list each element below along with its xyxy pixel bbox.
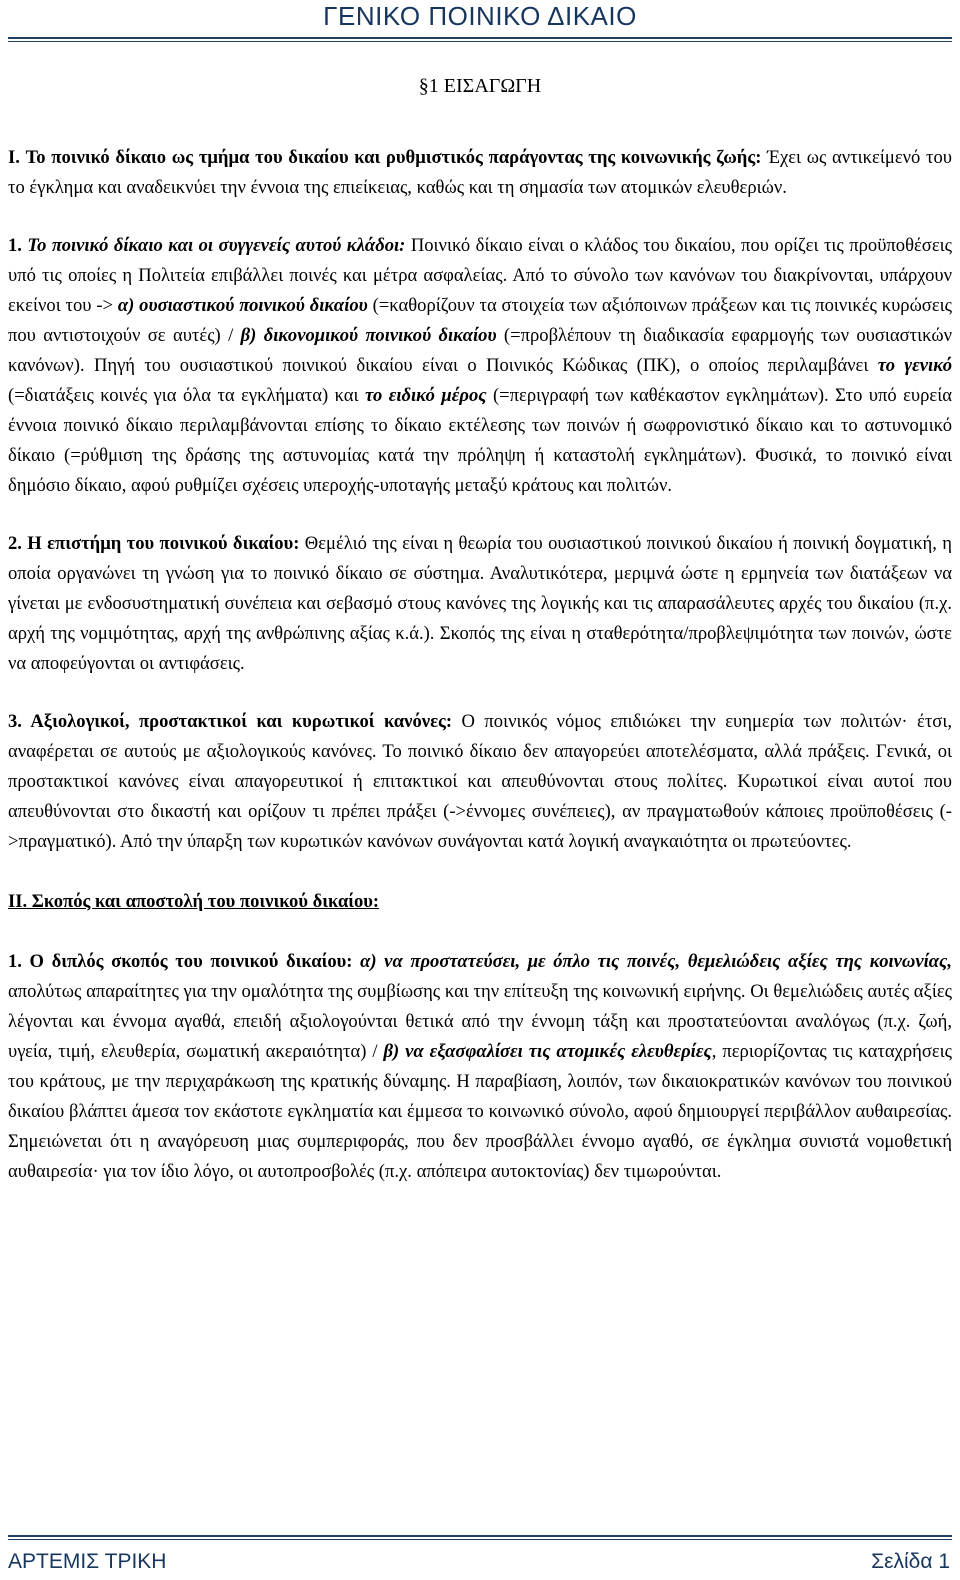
paragraph-text: (=προβλέπουν τη διαδικασία εφαρμογής των ουσιαστικών κανόνων). Πηγή του ουσιαστικού ποινικού δικαίου είναι ο Ποινικός Κώδικας (ΠΚ), ο οποίος περιλαμβάνει [8,325,952,376]
paragraph-text: (=περιγραφή των καθέκαστον εγκλημάτων). Στο υπό ευρεία έννοια ποινικό δίκαιο περιλαμβάνονται επίσης το δίκαιο εκτέλεσης των ποινών ή σωφρονιστικό δίκαιο και το αστυνομικό δίκαιο (=ρύθμιση της δράσης της αστυνομίας κατά την πρόληψη ή καταστολή εγκλημάτων). Φυσικά, το ποινικό είναι δημόσιο δίκαιο, αφού ρυθμίζει σχέσεις υπεροχής-υποταγής μεταξύ κράτους και πολιτών. [8,385,952,496]
paragraph-text: (=διατάξεις κοινές για όλα τα εγκλήματα) και [8,385,365,406]
section-subheading: II. Σκοπός και αποστολή του ποινικού δικαίου: [8,891,380,912]
emphasis-text: το γενικό [877,355,952,376]
paragraph-text: Θεμέλιό της είναι η θεωρία του ουσιαστικού ποινικού δικαίου ή ποινική δογματική, η οποία οργανώνει τη γνώση για το ποινικό δίκαιο σε σύστημα. Αναλυτικότερα, μεριμνά ώστε η ερμηνεία των διατάξεων να γίνεται με ενδοσυστηματική συνέπεια και σεβασμό στους κανόνες της λογικής και τις απαρασάλευτες αρχές του δικαίου (π.χ. αρχή της νομιμότητας, αρχή της ανθρώπινης αξίας κ.ά.). Σκοπός της είναι η σταθερότητα/προβλεψιμότητα των ποινών, ώστε να αποφεύγονται οι αντιφάσεις. [8,533,952,674]
header-rule [8,37,952,39]
paragraph-text: , περιορίζοντας τις καταχρήσεις του κράτους, με την περιχαράκωση της κρατικής δύναμης. Η παραβίαση, λοιπόν, των δικαιοκρατικών κανόνων του ποινικού δικαίου βλάπτει άμεσα τον εκάστοτε εγκληματία και έμμεσα το κοινωνικό σύνολο, αφού δημιουργεί περιβάλλον αυθαιρεσίας. Σημειώνεται ότι η αναγόρευση μιας συμπεριφοράς, που δεν προσβάλλει έννομο αγαθό, σε έγκλημα συνιστά νομοθετική αυθαιρεσία· για τον ίδιο λόγο, οι αυτοπροσβολές (π.χ. απόπειρα αυτοκτονίας) δεν τιμωρούνται. [8,1041,953,1182]
emphasis-text: το ειδικό μέρος [364,385,487,406]
paragraph-lead: 1. Ο διπλός σκοπός του ποινικού δικαίου: [8,951,353,972]
paragraph-lead: 3. Αξιολογικοί, προστακτικοί και κυρωτικοί κανόνες: [8,711,453,732]
footer-page-number: Σελίδα 1 [871,1550,950,1573]
emphasis-text: β) δικονομικού ποινικού δικαίου [240,325,497,346]
paragraph-number: 1. [8,235,28,256]
paragraph-intro [8,143,952,203]
section-heading: §1 ΕΙΣΑΓΩΓΗ [418,75,542,97]
paragraph-text: (=καθορίζουν τα στοιχεία των αξιόποινων πράξεων και τις ποινικές κυρώσεις που αντιστοιχούν σε αυτές) / [8,295,953,346]
footer-rule [8,1535,952,1537]
footer-rule-thin [8,1539,952,1540]
paragraph-text: Έχει ως αντικείμενό του το έγκλημα και αναδεικνύει την έννοια της επιείκειας, καθώς και τη σημασία των ατομικών ελευθεριών. [8,147,952,198]
paragraph-science [8,529,952,679]
emphasis-text: α) να προστατεύσει, με όπλο τις ποινές, θεμελιώδεις αξίες της κοινωνίας, [352,951,952,972]
header-rule-thin [8,41,952,42]
paragraph-lead: Το ποινικό δίκαιο και οι συγγενείς αυτού κλάδοι: [27,235,406,256]
paragraph-rules [8,707,952,857]
paragraph-text: Ο ποινικός νόμος επιδιώκει την ευημερία των πολιτών· έτσι, αναφέρεται σε αυτούς με αξιολογικούς κανόνες. Το ποινικό δίκαιο δεν απαγορεύει αποτελέσματα, αλλά πράξεις. Γενικά, οι προστακτικοί κανόνες είναι απαγορευτικοί ή επιτακτικοί και απευθύνονται στους πολίτες. Κυρωτικοί είναι αυτοί που απευθύνονται στο δικαστή και ορίζουν τι πρέπει πράξει (->έννομες συνέπειες), αν πραγματωθούν κάποιες προϋποθέσεις (->πραγματικό). Από την ύπαρξη των κυρωτικών κανόνων συνάγονται κατά λογική αναγκαιότητα οι πρωτεύοντες. [8,711,952,852]
section-heading-purpose [8,887,952,917]
page-header-title: ΓΕΝΙΚΟ ΠΟΙΝΙΚΟ ΔΙΚΑΙΟ [323,1,637,31]
paragraph-lead: 2. Η επιστήμη του ποινικού δικαίου: [8,533,300,554]
emphasis-text: α) ουσιαστικού ποινικού δικαίου [117,295,368,316]
paragraph-text: Ποινικό δίκαιο είναι ο κλάδος του δικαίου, που ορίζει τις προϋποθέσεις υπό τις οποίες η Πολιτεία επιβάλλει ποινές και μέτρα ασφαλείας. Από το σύνολο των κανόνων του διακρίνονται, υπάρχουν εκείνοι του -> [8,235,952,316]
paragraph-double-purpose [8,947,952,1187]
paragraph-text: απολύτως απαραίτητες για την ομαλότητα της συμβίωσης και την επίτευξη της κοινωνική ειρήνης. Οι θεμελιώδεις αυτές αξίες λέγονται και έννομα αγαθά, επειδή αξιολογούνται θετικά από την έννομη τάξη και προστατεύονται αναλόγως (π.χ. ζωή, υγεία, τιμή, ελευθερία, σωματική ακεραιότητα) / [8,981,952,1062]
emphasis-text: β) να εξασφαλίσει τις ατομικές ελευθερίες [383,1041,712,1062]
document-body [8,143,952,1187]
paragraph-lead: I. Το ποινικό δίκαιο ως τμήμα του δικαίου και ρυθμιστικός παράγοντας της κοινωνικής ζωής: [8,147,762,168]
paragraph-criminal-law [8,231,952,501]
footer-author: ΑΡΤΕΜΙΣ ΤΡΙΚΗ [8,1550,167,1573]
